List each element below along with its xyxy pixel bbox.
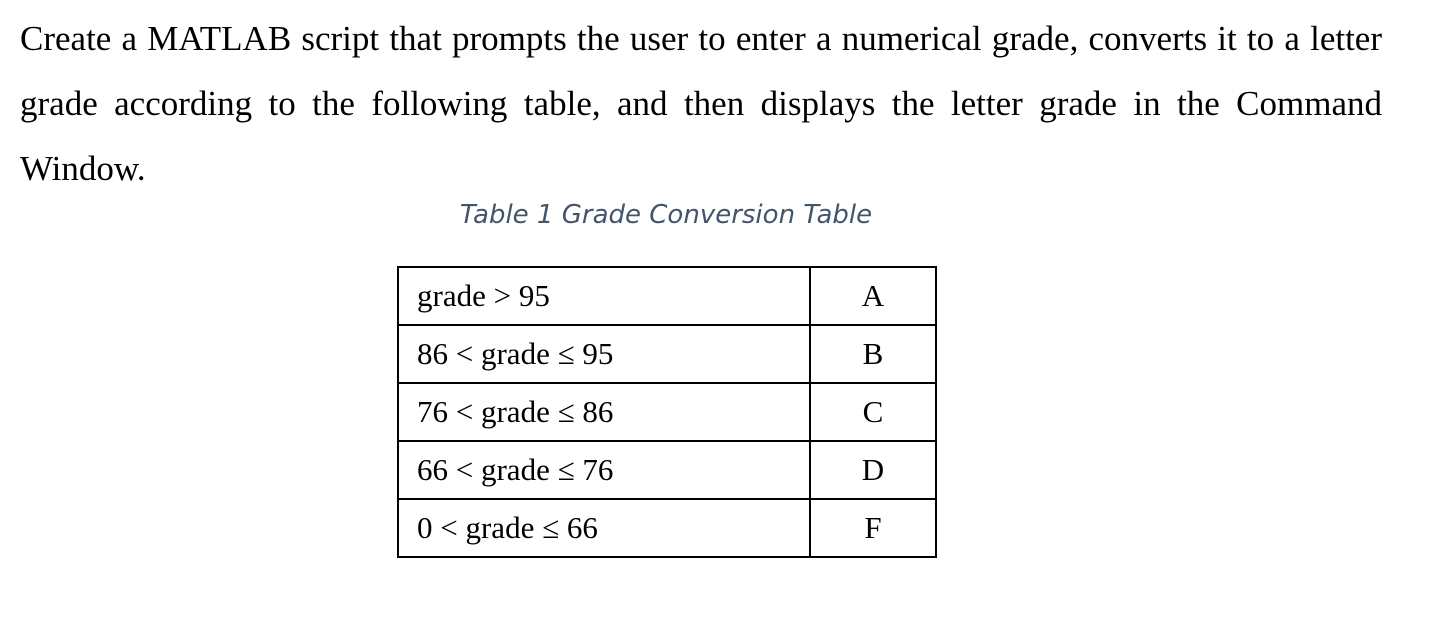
grade-condition-cell: grade > 95 — [398, 267, 810, 325]
table-caption: Table 1 Grade Conversion Table — [459, 200, 873, 230]
table-row — [398, 441, 936, 499]
instruction-paragraph: Create a MATLAB script that prompts the user to enter a numerical grade, converts it to a letter grade according to the following table, and then displays the letter grade in the Command Window. — [20, 19, 1382, 188]
grade-condition-cell: 0 < grade ≤ 66 — [398, 499, 810, 557]
letter-grade-cell: B — [810, 325, 936, 383]
grade-conversion-table — [397, 266, 937, 558]
letter-grade-cell: F — [810, 499, 936, 557]
table-row — [398, 267, 936, 325]
letter-grade-cell: D — [810, 441, 936, 499]
grade-condition-cell: 86 < grade ≤ 95 — [398, 325, 810, 383]
letter-grade-cell: A — [810, 267, 936, 325]
table-row — [398, 383, 936, 441]
table-row — [398, 499, 936, 557]
letter-grade-cell: C — [810, 383, 936, 441]
grade-condition-cell: 66 < grade ≤ 76 — [398, 441, 810, 499]
grade-condition-cell: 76 < grade ≤ 86 — [398, 383, 810, 441]
table-row — [398, 325, 936, 383]
